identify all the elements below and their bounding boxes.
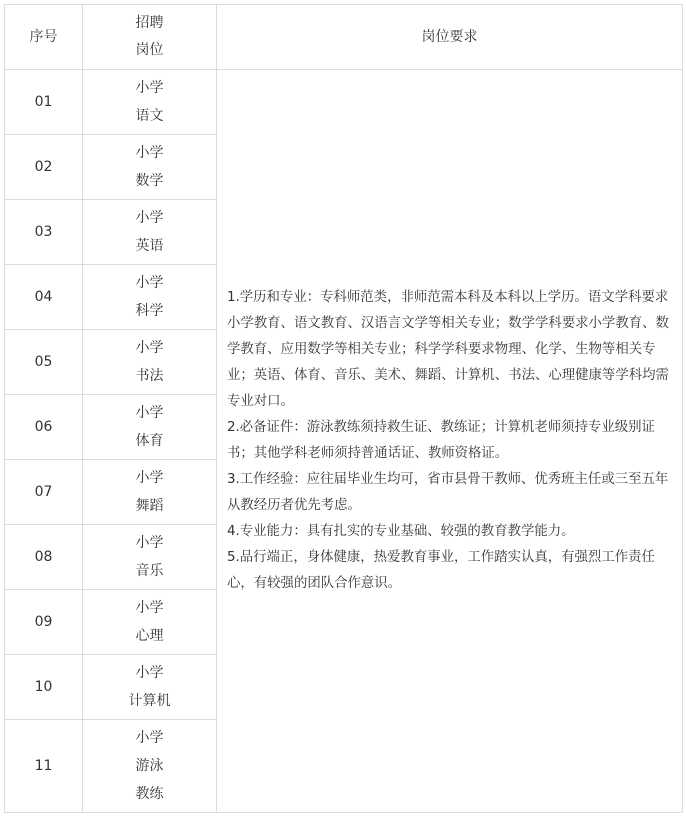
position-line: 小学 <box>135 145 164 161</box>
row-number: 05 <box>5 330 83 395</box>
row-position <box>83 655 217 720</box>
position-line: 小学 <box>135 210 164 226</box>
row-number: 09 <box>5 590 83 655</box>
position-line: 数学 <box>135 173 164 189</box>
row-number: 07 <box>5 460 83 525</box>
recruitment-table <box>4 4 683 813</box>
row-number: 01 <box>5 70 83 135</box>
position-line: 科学 <box>135 303 164 319</box>
position-line: 小学 <box>135 600 164 616</box>
position-line: 小学 <box>135 535 164 551</box>
position-line: 心理 <box>135 628 164 644</box>
position-line: 音乐 <box>135 563 164 579</box>
row-position <box>83 265 217 330</box>
header-position-line2: 岗位 <box>135 42 164 58</box>
row-position <box>83 590 217 655</box>
header-row <box>5 5 683 70</box>
position-line: 英语 <box>135 238 164 254</box>
header-requirements: 岗位要求 <box>217 5 683 70</box>
header-position <box>83 5 217 70</box>
row-number: 08 <box>5 525 83 590</box>
position-line: 小学 <box>135 80 164 96</box>
row-number: 02 <box>5 135 83 200</box>
header-position-line1: 招聘 <box>135 15 164 31</box>
position-line: 小学 <box>135 470 164 486</box>
row-position <box>83 460 217 525</box>
row-number: 04 <box>5 265 83 330</box>
position-line: 小学 <box>135 405 164 421</box>
position-line: 舞蹈 <box>135 498 164 514</box>
requirement-item: 5.品行端正，身体健康，热爱教育事业，工作踏实认真，有强烈工作责任心，有较强的团队合作意识。 <box>227 550 655 591</box>
row-position <box>83 135 217 200</box>
row-position <box>83 330 217 395</box>
position-line: 计算机 <box>128 693 171 709</box>
header-number: 序号 <box>5 5 83 70</box>
table-row <box>5 70 683 135</box>
position-line: 小学 <box>135 665 164 681</box>
requirement-item: 4.专业能力：具有扎实的专业基础、较强的教育教学能力。 <box>227 524 575 539</box>
requirements-cell <box>217 70 683 813</box>
requirement-item: 1.学历和专业：专科师范类，非师范需本科及本科以上学历。语文学科要求小学教育、语文教育、汉语言文学等相关专业；数学学科要求小学教育、数学教育、应用数学等相关专业；科学学科要求物理、化学、生物等相关专业；英语、体育、音乐、美术、舞蹈、计算机、书法、心理健康等学科均需专业对口。 <box>227 290 669 409</box>
row-position <box>83 70 217 135</box>
position-line: 体育 <box>135 433 164 449</box>
row-number: 11 <box>5 720 83 813</box>
row-position <box>83 395 217 460</box>
requirement-item: 3.工作经验：应往届毕业生均可，省市县骨干教师、优秀班主任或三至五年从教经历者优先考虑。 <box>227 472 669 513</box>
position-line: 书法 <box>135 368 164 384</box>
position-line: 语文 <box>135 108 164 124</box>
requirement-item: 2.必备证件：游泳教练须持救生证、教练证；计算机老师须持专业级别证书；其他学科老师须持普通话证、教师资格证。 <box>227 420 655 461</box>
position-line: 小学 <box>135 730 164 746</box>
position-line: 教练 <box>135 786 164 802</box>
row-position <box>83 200 217 265</box>
row-number: 03 <box>5 200 83 265</box>
row-number: 10 <box>5 655 83 720</box>
position-line: 小学 <box>135 275 164 291</box>
row-position <box>83 525 217 590</box>
position-line: 小学 <box>135 340 164 356</box>
row-number: 06 <box>5 395 83 460</box>
row-position <box>83 720 217 813</box>
position-line: 游泳 <box>135 758 164 774</box>
